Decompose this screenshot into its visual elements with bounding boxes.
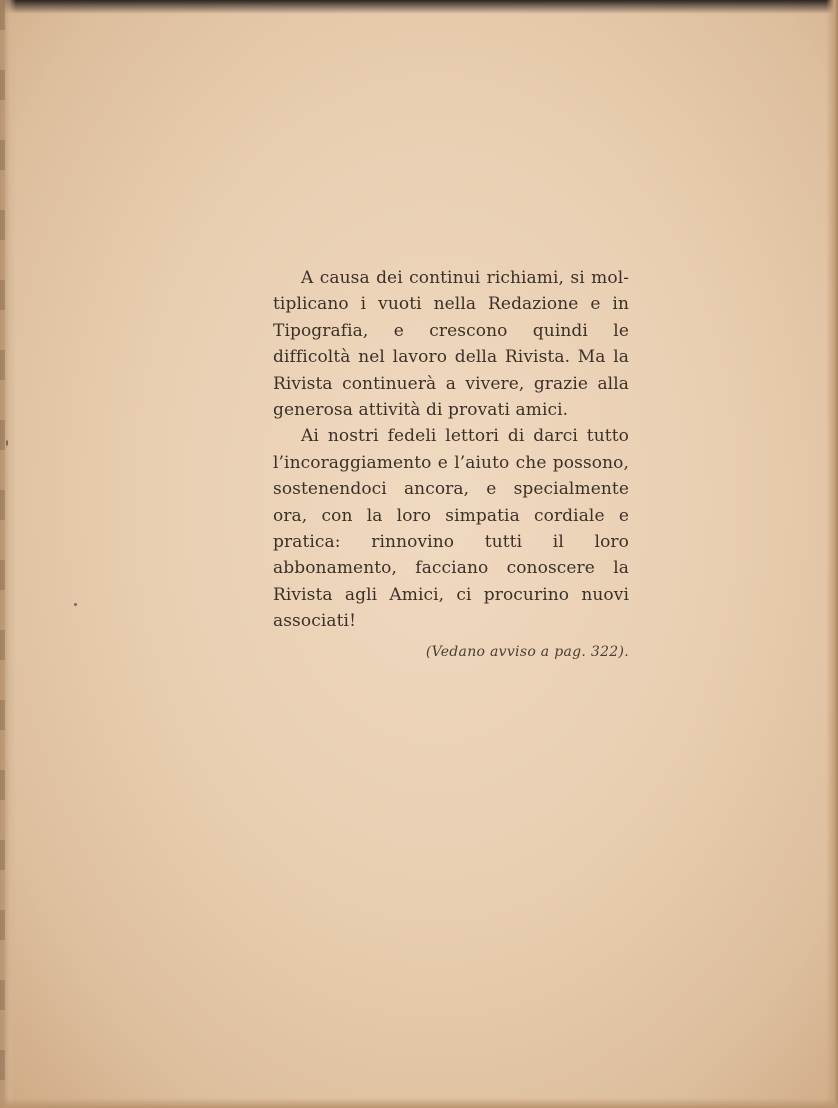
paper-speck	[6, 440, 8, 446]
bottom-page-edge	[0, 1098, 838, 1108]
reference-note: (Vedano avviso a pag. 322).	[425, 643, 629, 660]
paper-speck	[74, 603, 77, 606]
top-shadow	[0, 0, 838, 14]
notice-text-block	[273, 265, 629, 665]
notice-paragraph-1: A causa dei continui richiami, si moltiplicano i vuoti nella Redazione e in Tipografia, e crescono quindi le difficoltà nel lavoro della Rivista. Ma la Rivista continuerà a vivere, grazie alla generosa attività di provati amici.	[273, 268, 629, 421]
left-binding-edge	[0, 0, 5, 1108]
right-page-edge	[826, 0, 838, 1108]
notice-paragraph-2: Ai nostri fedeli lettori di darci tutto l’incoraggiamento e l’aiuto che possono, sostenendoci ancora, e specialmente ora, con la loro simpatia cordiale e pratica: rinnovino tutti il loro abbonamento, facciano conoscere la Rivista agli Amici, ci procurino nuovi associati!	[273, 426, 629, 632]
